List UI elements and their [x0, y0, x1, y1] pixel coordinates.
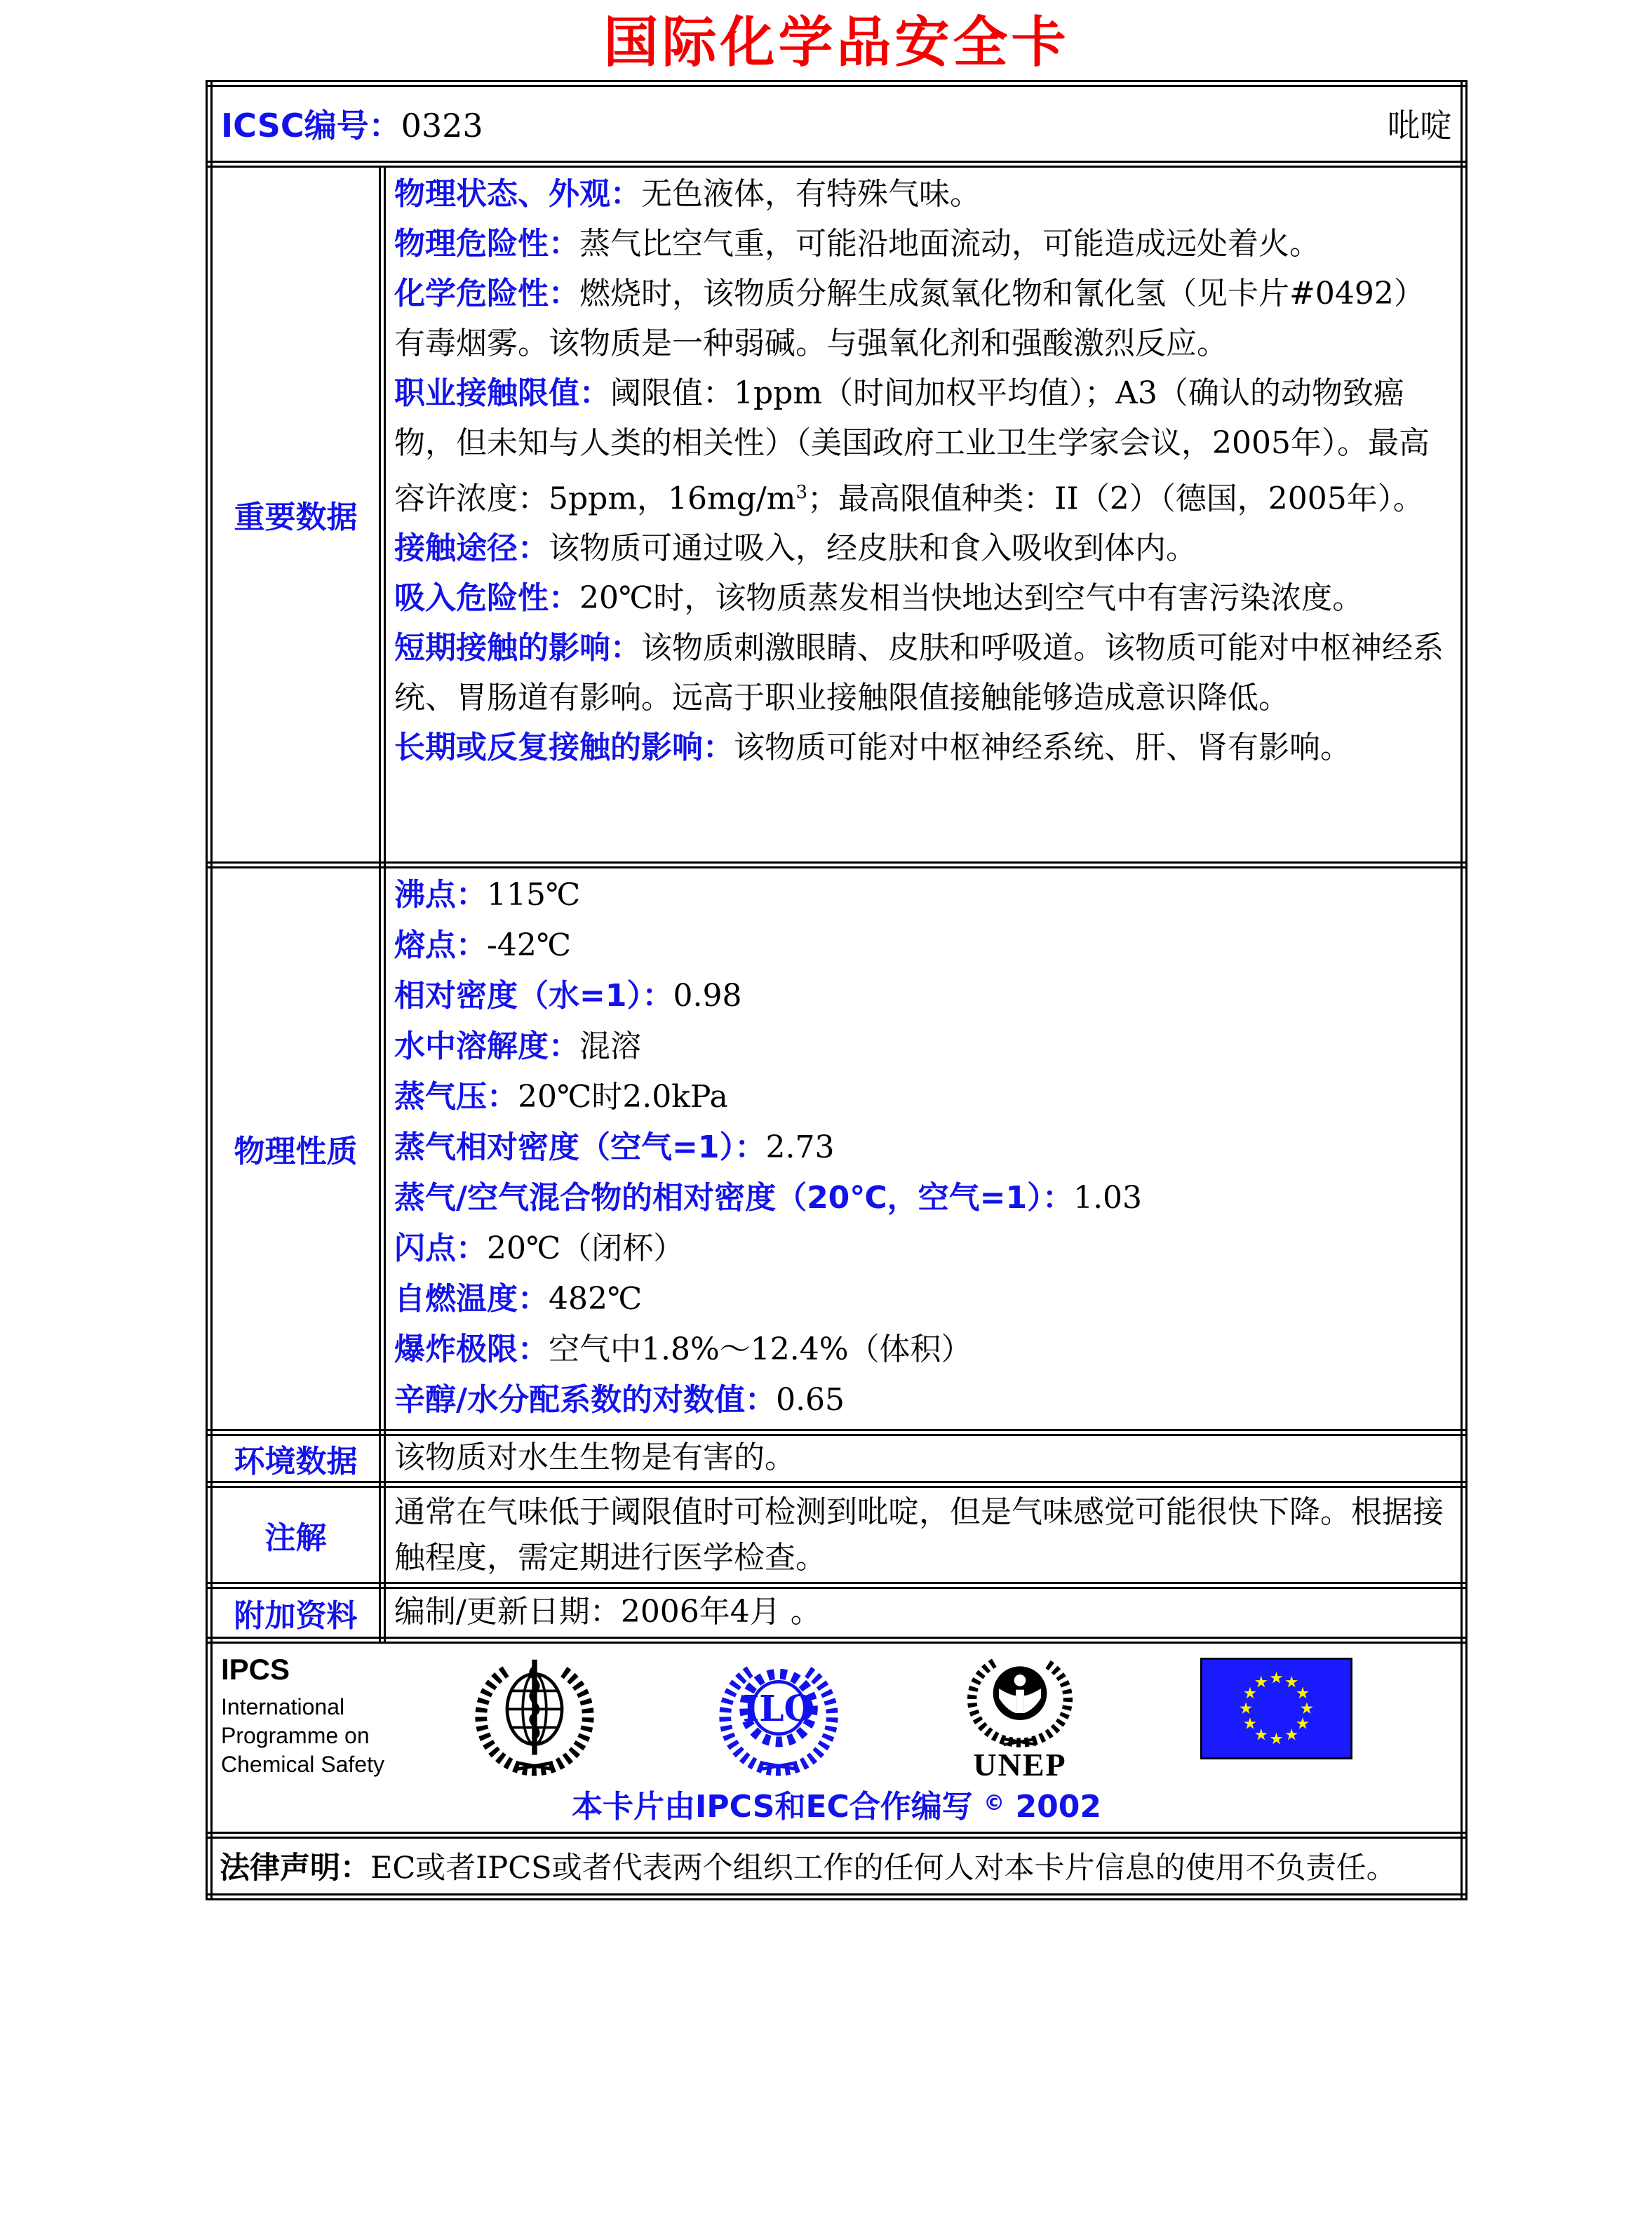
additional-info-row: [209, 1585, 1464, 1640]
ipcs-text-block: [221, 1652, 384, 1779]
field-value: 20℃时2.0kPa: [518, 1078, 728, 1115]
field-vapour-pressure: [394, 1072, 1452, 1122]
notes-text: 通常在气味低于阈限值时可检测到吡啶，但是气味感觉可能很快下降。根据接触程度，需定期进行医学检查。: [394, 1494, 1444, 1576]
field-value: 无色液体，有特殊气味。: [641, 175, 981, 212]
field-label: 物理状态、外观：: [394, 175, 641, 212]
field-value: 115℃: [487, 876, 581, 913]
field-chemical-dangers: [394, 269, 1452, 368]
field-vapour-air-mixture-density: [394, 1173, 1452, 1223]
field-label: 蒸气/空气混合物的相对密度（20℃，空气=1）：: [394, 1179, 1074, 1216]
field-label: 蒸气压：: [394, 1078, 518, 1115]
field-value: 阈限值：1ppm（时间加权平均值）；A3（确认的动物致癌物，但未知与人类的相关性）（美国政府工业卫生学家会议，2005年）。最高容许浓度：5ppm，16mg/m: [394, 375, 1430, 517]
field-routes-of-exposure: [394, 523, 1452, 573]
field-label: 职业接触限值：: [394, 375, 610, 411]
field-label: 化学危险性：: [394, 275, 579, 311]
logos-row: [209, 1640, 1464, 1835]
field-value: 混溶: [579, 1028, 641, 1064]
field-explosive-limits: [394, 1324, 1452, 1375]
ipcs-acronym: IPCS: [221, 1652, 290, 1686]
section-label-physical-properties: 物理性质: [209, 865, 382, 1432]
field-label: 物理危险性：: [394, 225, 579, 262]
section-label-notes: 注解: [209, 1484, 382, 1585]
field-short-term-effects: [394, 623, 1452, 723]
icsc-number-value: 0323: [401, 107, 483, 145]
field-value: 0.98: [673, 977, 742, 1014]
field-water-solubility: [394, 1021, 1452, 1072]
field-physical-dangers: [394, 219, 1452, 269]
legal-label: 法律声明：: [220, 1851, 370, 1886]
field-value: 20℃时，该物质蒸发相当快地达到空气中有害污染浓度。: [579, 580, 1364, 617]
credit-year: 2002: [1015, 1788, 1101, 1825]
field-value: 0.65: [776, 1381, 845, 1418]
environmental-data-row: [209, 1432, 1464, 1484]
credit-line: [213, 1781, 1460, 1826]
chemical-name: 吡啶: [1388, 107, 1452, 145]
who-logo-icon: [469, 1648, 600, 1778]
ipcs-line: Programme on: [221, 1722, 370, 1748]
page-title: 国际化学品安全卡: [603, 11, 1070, 74]
physical-properties-row: [209, 865, 1464, 1432]
section-label-additional-info: 附加资料: [209, 1585, 382, 1640]
additional-info-text: 编制/更新日期：2006年4月 。: [394, 1594, 821, 1630]
copyright-symbol: ©: [983, 1790, 1005, 1816]
notes-row: [209, 1484, 1464, 1585]
ipcs-line: Chemical Safety: [221, 1751, 384, 1777]
field-value: 燃烧时，该物质分解生成氮氧化物和氰化氢（见卡片#0492）有毒烟雾。该物质是一种弱碱。与强氧化剂和强酸激烈反应。: [394, 275, 1425, 361]
field-label: 相对密度（水=1）：: [394, 977, 673, 1014]
field-long-term-effects: [394, 723, 1452, 772]
field-flash-point: [394, 1223, 1452, 1274]
field-melting-point: [394, 920, 1452, 971]
unep-emblem-icon: [961, 1646, 1079, 1752]
eu-flag-icon: [1200, 1658, 1352, 1759]
superscript-3: 3: [795, 481, 808, 503]
ilo-logo-icon: [713, 1648, 844, 1778]
unep-logo: [953, 1646, 1087, 1781]
field-value: 482℃: [549, 1280, 643, 1317]
field-value-continued: ；最高限值种类：II（2）（德国，2005年）。: [807, 481, 1424, 517]
icsc-number-label: ICSC编号：: [221, 107, 401, 145]
field-label: 自燃温度：: [394, 1280, 549, 1317]
field-value: 该物质可能对中枢神经系统、肝、肾有影响。: [734, 730, 1351, 766]
field-label: 吸入危险性：: [394, 580, 579, 617]
field-value: 20℃（闭杯）: [487, 1230, 685, 1266]
field-value: 空气中1.8%～12.4%（体积）: [549, 1331, 972, 1367]
field-inhalation-risk: [394, 573, 1452, 623]
field-value: -42℃: [487, 927, 572, 963]
field-value: 该物质刺激眼睛、皮肤和呼吸道。该物质可能对中枢神经系统、胃肠道有影响。远高于职业接触限值接触能够造成意识降低。: [394, 630, 1444, 716]
field-autoignition-temperature: [394, 1274, 1452, 1324]
field-octanol-water-partition: [394, 1375, 1452, 1425]
field-label: 沸点：: [394, 876, 487, 913]
ilo-letters: ILO: [742, 1687, 815, 1729]
field-value: 该物质可通过吸入，经皮肤和食入吸收到体内。: [549, 530, 1197, 567]
field-label: 熔点：: [394, 927, 487, 963]
field-vapour-relative-density: [394, 1122, 1452, 1173]
field-label: 接触途径：: [394, 530, 549, 567]
field-label: 闪点：: [394, 1230, 487, 1266]
field-value: 蒸气比空气重，可能沿地面流动，可能造成远处着火。: [579, 225, 1320, 262]
legal-row: [209, 1835, 1464, 1897]
legal-text: EC或者IPCS或者代表两个组织工作的任何人对本卡片信息的使用不负责任。: [370, 1851, 1397, 1886]
icsc-card-table: [206, 80, 1468, 1900]
icsc-number: [221, 100, 483, 147]
field-relative-density: [394, 971, 1452, 1021]
field-label: 长期或反复接触的影响：: [394, 730, 734, 766]
header-row: [209, 83, 1464, 164]
field-occupational-exposure-limits: [394, 368, 1452, 524]
important-data-row: [209, 164, 1464, 865]
ipcs-line: International: [221, 1693, 345, 1719]
environmental-data-text: 该物质对水生生物是有害的。: [394, 1440, 795, 1476]
field-label: 蒸气相对密度（空气=1）：: [394, 1129, 766, 1165]
field-label: 水中溶解度：: [394, 1028, 579, 1064]
field-boiling-point: [394, 870, 1452, 920]
field-label: 爆炸极限：: [394, 1331, 549, 1367]
field-physical-state-appearance: [394, 169, 1452, 219]
field-label: 短期接触的影响：: [394, 630, 641, 666]
section-label-important-data: 重要数据: [209, 164, 382, 865]
unep-letters: UNEP: [973, 1746, 1067, 1783]
field-value: 2.73: [765, 1129, 835, 1165]
field-label: 辛醇/水分配系数的对数值：: [394, 1381, 777, 1418]
section-label-environmental-data: 环境数据: [209, 1432, 382, 1484]
field-value: 1.03: [1073, 1179, 1143, 1216]
credit-text: 本卡片由IPCS和EC合作编写: [572, 1788, 973, 1825]
